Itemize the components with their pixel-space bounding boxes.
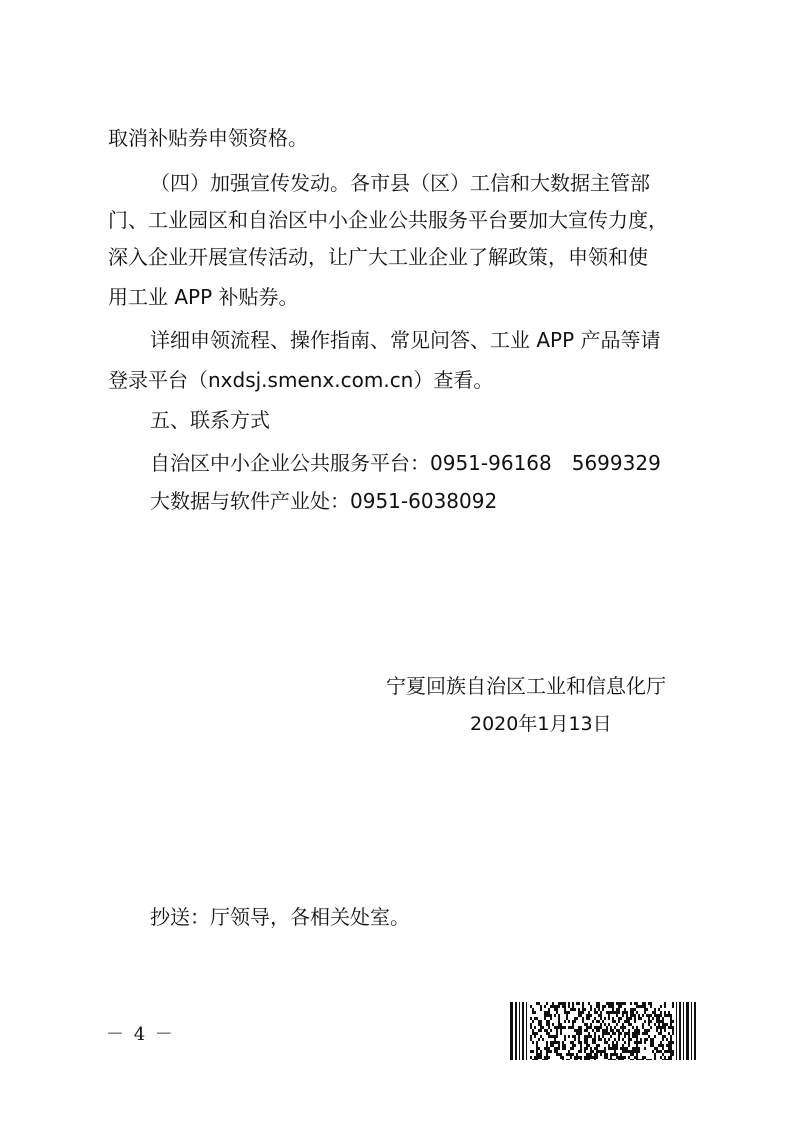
- section-heading-contact: 五、联系方式: [150, 408, 270, 432]
- body-line-7: 登录平台（nxdsj.smenx.com.cn）查看。: [108, 368, 494, 392]
- body-line-4: 深入企业开展宣传活动，让广大工业企业了解政策，申领和使: [108, 245, 648, 269]
- body-line-1: 取消补贴券申领资格。: [108, 126, 308, 150]
- body-line-5: 用工业 APP 补贴券。: [108, 285, 299, 309]
- issuer-name: 宁夏回族自治区工业和信息化厅: [386, 674, 666, 698]
- body-line-2: （四）加强宣传发动。各市县（区）工信和大数据主管部: [150, 171, 650, 195]
- cc-line: 抄送：厅领导，各相关处室。: [150, 905, 410, 929]
- page-number: － 4 －: [106, 1024, 175, 1045]
- contact-bigdata-office: 大数据与软件产业处：0951-6038092: [150, 489, 498, 513]
- body-line-3: 门、工业园区和自治区中小企业公共服务平台要加大宣传力度，: [108, 208, 668, 232]
- contact-platform: 自治区中小企业公共服务平台：0951-96168 5699329: [150, 451, 661, 475]
- barcode-image: [510, 1002, 696, 1060]
- issue-date: 2020年1月13日: [470, 713, 612, 735]
- body-line-6: 详细申领流程、操作指南、常见问答、工业 APP 产品等请: [150, 328, 661, 352]
